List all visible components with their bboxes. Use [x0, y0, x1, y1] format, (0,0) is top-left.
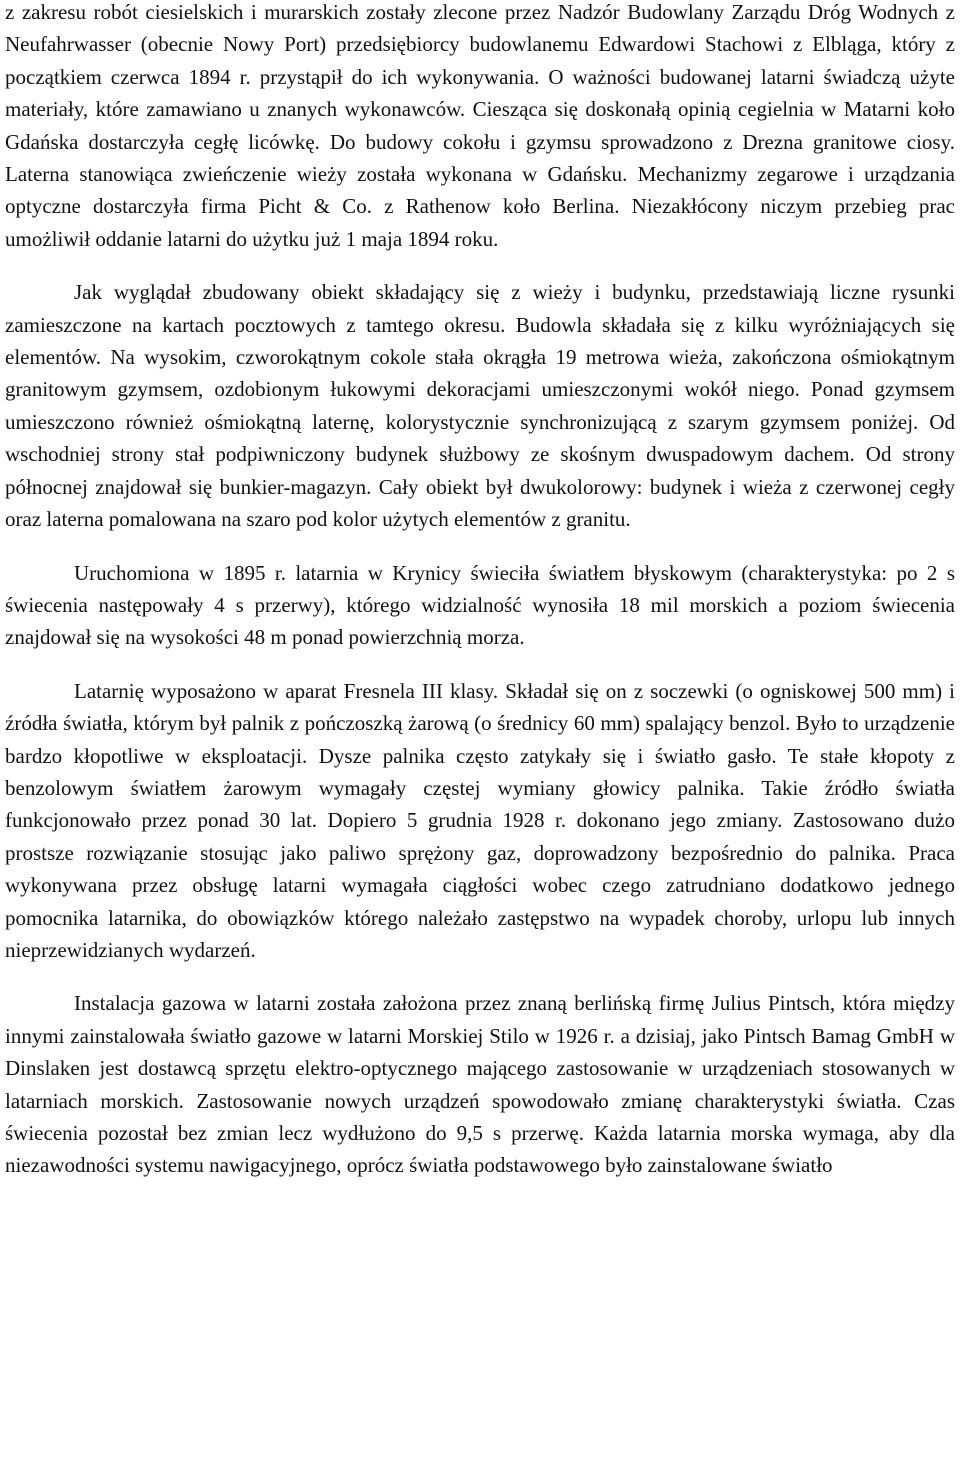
paragraph-construction: z zakresu robót ciesielskich i murarskich zostały zlecone przez Nadzór Budowlany Zarządu Dróg Wodnych z Neufahrwasser (obecnie Nowy Port) przedsiębiorcy budowlanemu Edwardowi Stachowi z Elbląga, który z początkiem czerwca 1894 r. przystąpił do ich wykonywania. O ważności budowanej latarni świadczą użyte materiały, które zamawiano u znanych wykonawców. Ciesząca się doskonałą opinią cegielnia w Matarni koło Gdańska dostarczyła cegłę licówkę. Do budowy cokołu i gzymsu sprowadzono z Drezna granitowe ciosy. Laterna stanowiąca zwieńczenie wieży została wykonana w Gdańsku. Mechanizmy zegarowe i urządzania optyczne dostarczyła firma Picht & Co. z Rathenow koło Berlina. Niezakłócony niczym przebieg prac umożliwił oddanie latarni do użytku już 1 maja 1894 roku.: [5, 0, 955, 251]
paragraph-gas-installation: Instalacja gazowa w latarni została założona przez znaną berlińską firmę Julius Pintsch, która między innymi zainstalowała światło gazowe w latarni Morskiej Stilo w 1926 r. a dzisiaj, jako Pintsch Bamag GmbH w Dinslaken jest dostawcą sprzętu elektro-optycznego mającego zastosowanie w urządzeniach stosowanych w latarniach morskich. Zastosowanie nowych urządzeń spowodowało zmianę charakterystyki światła. Czas świecenia pozostał bez zmian lecz wydłużono do 9,5 s przerwę. Każda latarnia morska wymaga, aby dla niezawodności systemu nawigacyjnego, oprócz światła podstawowego było zainstalowane światło: [5, 991, 955, 1178]
paragraph-light-characteristics: Uruchomiona w 1895 r. latarnia w Krynicy świeciła światłem błyskowym (charakterystyka: po 2 s świecenia następowały 4 s przerwy), którego widzialność wynosiła 18 mil morskich a poziom świecenia znajdował się na wysokości 48 m ponad powierzchnią morza.: [5, 560, 955, 650]
document-page: [5, 0, 955, 1203]
paragraph-fresnel-apparatus: Latarnię wyposażono w aparat Fresnela III klasy. Składał się on z soczewki (o ogniskowej 500 mm) i źródła światła, którym był palnik z pończoszką żarową (o średnicy 60 mm) spalający benzol. Było to urządzenie bardzo kłopotliwe w eksploatacji. Dysze palnika często zatykały się i światło gasło. Te stałe kłopoty z benzolowym światłem żarowym wymagały częstej wymiany głowicy palnika. Takie źródło światła funkcjonowało przez ponad 30 lat. Dopiero 5 grudnia 1928 r. dokonano jego zmiany. Zastosowano dużo prostsze rozwiązanie stosując jako paliwo sprężony gaz, doprowadzony bezpośrednio do palnika. Praca wykonywana przez obsługę latarni wymagała ciągłości wobec czego zatrudniano dodatkowo jednego pomocnika latarnika, do obowiązków którego należało zastępstwo na wypadek choroby, urlopu lub innych nieprzewidzianych wydarzeń.: [5, 678, 955, 962]
paragraph-appearance: Jak wyglądał zbudowany obiekt składający się z wieży i budynku, przedstawiają liczne rysunki zamieszczone na kartach pocztowych z tamtego okresu. Budowla składała się z kilku wyróżniających się elementów. Na wysokim, czworokątnym cokole stała okrągła 19 metrowa wieża, zakończona ośmiokątnym granitowym gzymsem, ozdobionym łukowymi dekoracjami umieszczonymi wokół niego. Ponad gzymsem umieszczono również ośmiokątną laternę, kolorystycznie synchronizującą z szarym gzymsem poniżej. Od wschodniej strony stał podpiwniczony budynek służbowy ze skośnym dwuspadowym dachem. Od strony północnej znajdował się bunkier-magazyn. Cały obiekt był dwukolorowy: budynek i wieża z czerwonej cegły oraz laterna pomalowana na szaro pod kolor użytych elementów z granitu.: [5, 280, 955, 532]
